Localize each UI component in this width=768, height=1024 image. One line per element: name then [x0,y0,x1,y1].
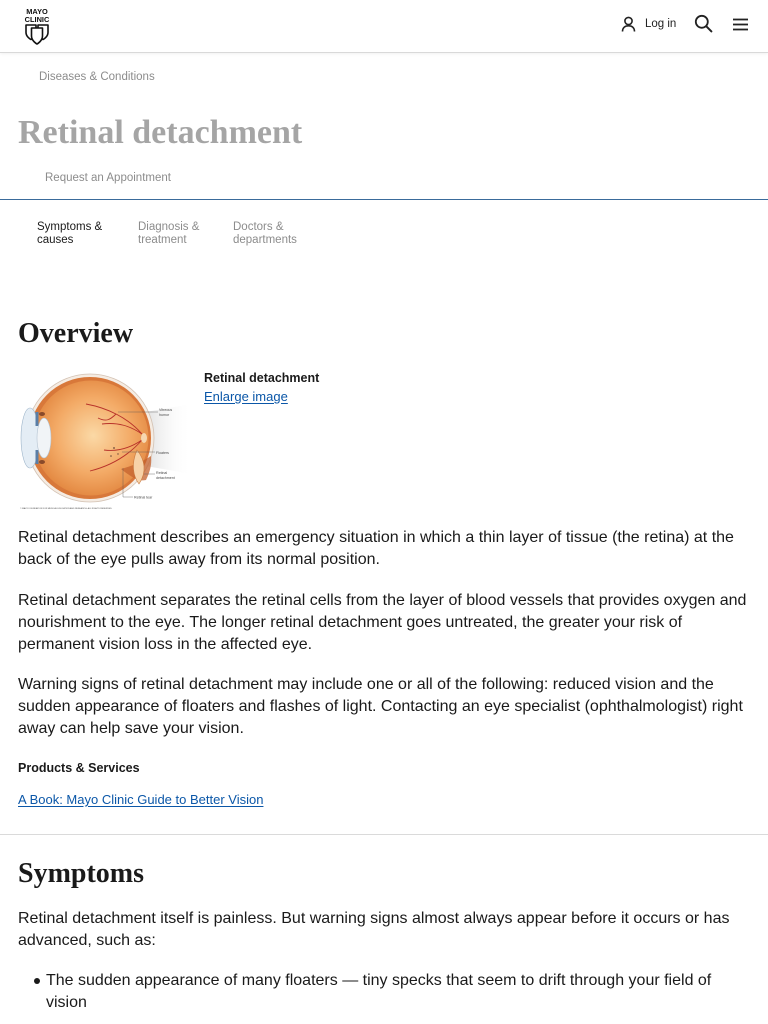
login-link[interactable] [621,14,676,34]
figure-label-vitreous-2: humor [159,413,170,417]
figure-copyright: © MAYO FOUNDATION FOR MEDICAL EDUCATION AND RESEARCH. ALL RIGHTS RESERVED. [20,508,113,510]
menu-button[interactable] [732,16,749,32]
page-title: Retinal detachment [18,114,303,151]
mayo-clinic-logo-graphic [21,6,53,46]
figure-label-floaters: Floaters [156,451,169,455]
overview-paragraph: Warning signs of retinal detachment may include one or all of the following: reduced vision and the sudden appearance of floaters and flashes of light. Contacting an eye specialist (ophthalmologist) right away can help save your vision. [18,676,743,737]
overview-heading: Overview [18,318,134,349]
overview-paragraph: Retinal detachment separates the retinal cells from the layer of blood vessels that provides oxygen and nourishment to the eye. The longer retinal detachment goes untreated, the greater your risk of permanent vision loss in the affected eye. [18,592,747,653]
figure-label-vitreous-1: Vitreous [159,408,173,412]
list-item: The sudden appearance of many floaters — tiny specks that seem to drift through your field of vision [46,970,750,1014]
symptoms-intro: Retinal detachment itself is painless. But warning signs almost always appear before it occurs or has advanced, such as: [18,910,730,949]
search-button[interactable] [694,14,713,33]
enlarge-image-link[interactable]: Enlarge image [204,389,288,404]
retinal-detachment-illustration[interactable] [18,368,192,512]
person-icon [621,16,636,32]
book-better-vision-link[interactable]: A Book: Mayo Clinic Guide to Better Vision [18,792,264,807]
symptoms-heading: Symptoms [18,858,145,889]
section-divider [0,834,768,835]
breadcrumb-diseases-conditions[interactable]: Diseases & Conditions [39,71,155,83]
tab-symptoms-causes[interactable]: Symptoms & causes [37,221,103,246]
mayo-clinic-logo[interactable] [21,6,53,46]
figure-label-tear: Retinal tear [134,495,153,500]
login-label: Log in [645,18,677,30]
symptoms-list [18,970,750,1014]
accent-divider [0,199,768,200]
search-icon [694,14,713,33]
site-header [0,0,768,53]
tab-diagnosis-treatment[interactable]: Diagnosis & treatment [138,221,200,246]
request-appointment-link[interactable]: Request an Appointment [45,172,171,184]
tab-doctors-departments[interactable]: Doctors & departments [233,221,297,246]
logo-text-mayo: MAYO [26,7,48,16]
overview-paragraph: Retinal detachment describes an emergency situation in which a thin layer of tissue (the retina) at the back of the eye pulls away from its normal position. [18,529,734,568]
figure-title: Retinal detachment [204,371,320,385]
three-shields-icon [26,25,48,44]
optic-disc [141,433,147,443]
menu-icon [732,16,749,32]
products-services-heading: Products & Services [18,761,140,775]
logo-text-clinic: CLINIC [24,15,50,24]
figure-label-detachment-2: detachment [156,476,175,480]
figure-label-detachment-1: Retinal [156,471,168,475]
